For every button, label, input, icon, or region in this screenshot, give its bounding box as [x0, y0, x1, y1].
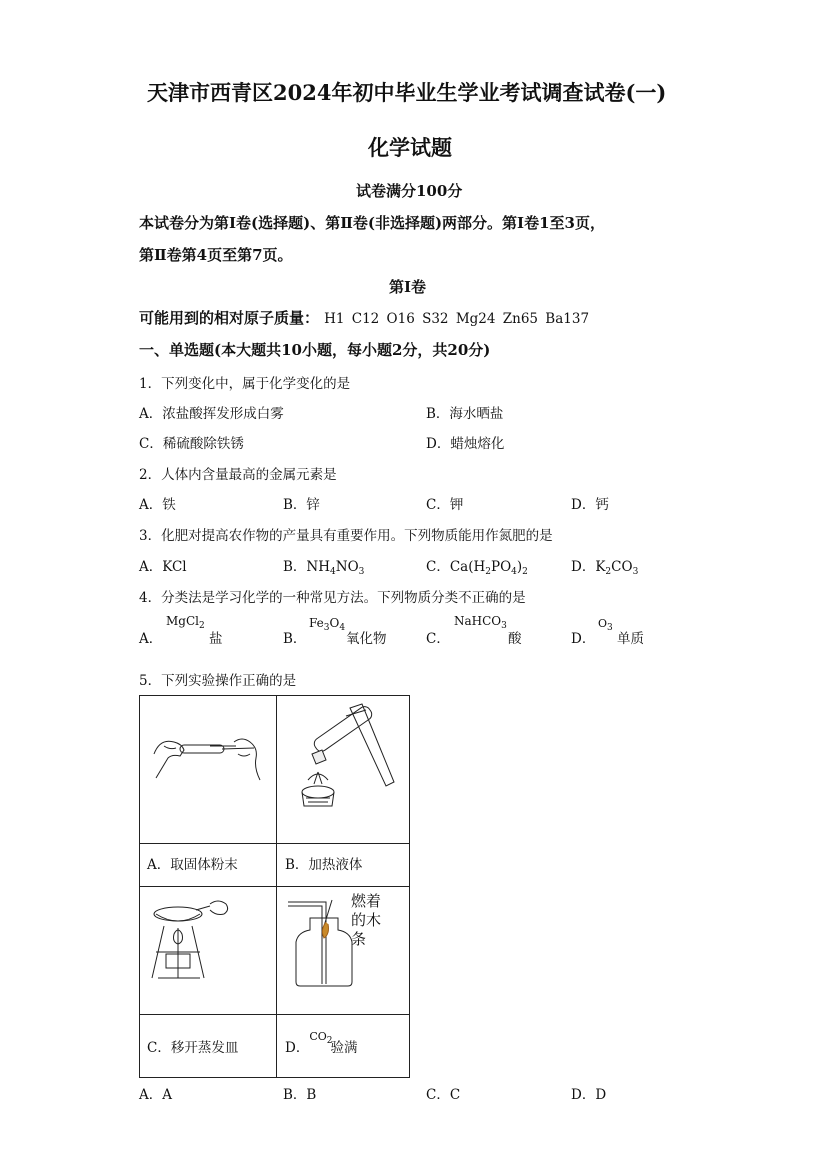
- table-divider-1: [140, 843, 409, 844]
- test-tube-powder-illustration: [150, 724, 268, 794]
- q4-option-a-word: 盐: [209, 631, 223, 647]
- q5-option-b: B．B: [283, 1087, 317, 1103]
- evaporating-dish-illustration: [146, 892, 272, 984]
- q3-option-d: D．$K_2CO_3$: [571, 559, 639, 577]
- q5-cell-d-label: D．$^{CO_2}$验满: [285, 1030, 358, 1056]
- q4-stem: 4．分类法是学习化学的一种常见方法。下列物质分类不正确的是: [139, 590, 526, 606]
- q5-cell-b-label: B．加热液体: [285, 857, 363, 873]
- q5-cell-c-label: C．移开蒸发皿: [147, 1040, 239, 1056]
- q5-cell-a-label: A．取固体粉末: [147, 857, 238, 873]
- intro-line-1: 本试卷分为第Ⅰ卷(选择题)、第Ⅱ卷(非选择题)两部分。第Ⅰ卷1至3页，: [139, 214, 605, 232]
- q4-option-a-formula: MgCl$_2$: [166, 614, 205, 631]
- q4-option-b-formula: $Fe_3O_4$: [309, 616, 346, 633]
- atomic-mass-line: [139, 307, 589, 328]
- full-score: 试卷满分100分: [356, 182, 463, 200]
- q4-option-c-formula: NaHCO$_3$: [454, 614, 507, 631]
- q1-option-d: D．蜡烛熔化: [426, 436, 505, 452]
- q4-option-a-prefix: A．: [139, 631, 163, 647]
- intro-line-2: 第Ⅱ卷第4页至第7页。: [139, 246, 293, 264]
- q4-option-b-prefix: B．: [283, 631, 307, 647]
- q3-option-b: B．$NH_4NO_3$: [283, 559, 365, 577]
- exam-title: 天津市西青区2024年初中毕业生学业考试调查试卷(一): [147, 80, 667, 105]
- q3-stem: 3．化肥对提高农作物的产量具有重要作用。下列物质能用作氮肥的是: [139, 528, 553, 544]
- q4-option-c-prefix: C．: [426, 631, 450, 647]
- q1-stem: 1．下列变化中，属于化学变化的是: [139, 376, 351, 392]
- part-heading: 第Ⅰ卷: [389, 278, 427, 296]
- section-heading: 一、单选题(本大题共10小题，每小题2分，共20分): [139, 341, 491, 359]
- q4-option-c-word: 酸: [508, 631, 522, 647]
- q5-option-d: D．D: [571, 1087, 607, 1103]
- atomic-mass-values: H1 C12 O16 S32 Mg24 Zn65 Ba137: [324, 311, 590, 327]
- q2-stem: 2．人体内含量最高的金属元素是: [139, 467, 337, 483]
- q2-option-a: A．铁: [139, 497, 176, 513]
- q2-option-b: B．锌: [283, 497, 320, 513]
- q3-option-a: A．KCl: [139, 559, 187, 575]
- q4-option-d-formula: $O_3$: [598, 617, 613, 633]
- atomic-mass-label: 可能用到的相对原子质量：: [139, 309, 320, 327]
- q1-option-a: A．浓盐酸挥发形成白雾: [139, 406, 284, 422]
- q5-option-c: C．C: [426, 1087, 461, 1103]
- q3-option-c: C．$Ca(H_2PO_4)_2$: [426, 559, 528, 577]
- q2-option-d: D．钙: [571, 497, 609, 513]
- q5-stem: 5．下列实验操作正确的是: [139, 673, 297, 689]
- exam-subtitle: 化学试题: [368, 135, 452, 160]
- q5-figure-table: [139, 695, 410, 1078]
- q4-option-b-word: 氧化物: [346, 631, 387, 647]
- q5-option-a: A．A: [139, 1087, 172, 1103]
- burning-stick-label: 燃着的木条: [351, 892, 382, 948]
- heating-liquid-illustration: [290, 702, 408, 826]
- q4-option-d-prefix: D．: [571, 631, 596, 647]
- q4-option-d-word: 单质: [617, 631, 644, 647]
- table-divider-2: [140, 886, 409, 887]
- q1-option-b: B．海水晒盐: [426, 406, 504, 422]
- q2-option-c: C．钾: [426, 497, 464, 513]
- q1-option-c: C．稀硫酸除铁锈: [139, 436, 244, 452]
- table-divider-3: [140, 1014, 409, 1015]
